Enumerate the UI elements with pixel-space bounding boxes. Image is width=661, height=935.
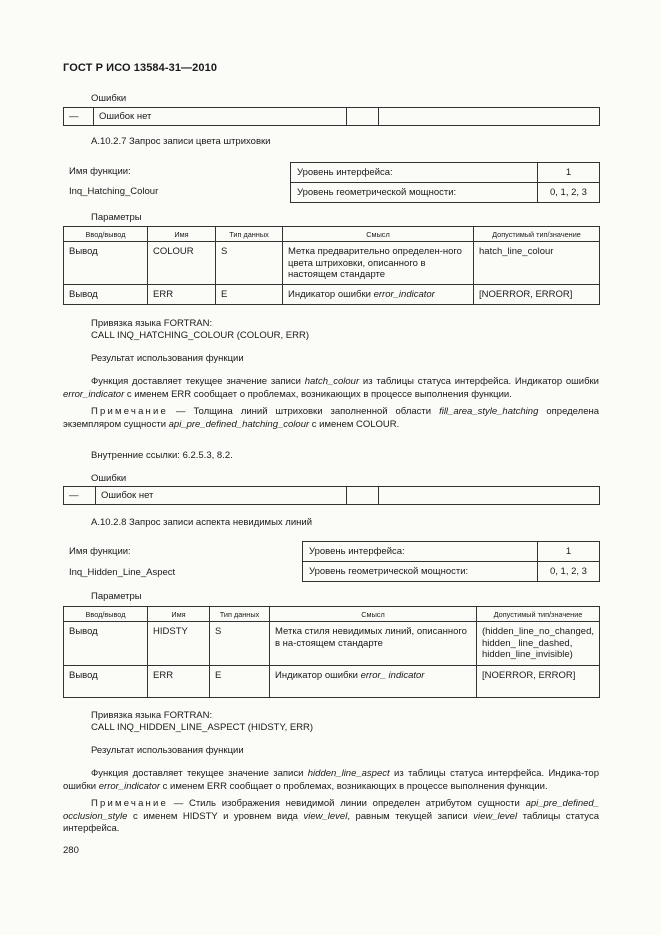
cell-meaning: Индикатор ошибки error_indicator [283,285,474,305]
column-header: Смысл [270,607,477,622]
interface-level-label: Уровень интерфейса: [303,542,538,562]
cell-io: Вывод [64,666,148,698]
table-row [291,183,600,203]
note-paragraph: Примечание — Толщина линий штриховки заполненной области fill_area_style_hatching определена экземпляром сущности api_pre_defined_hatching_colour с именем COLOUR. [63,406,600,430]
cell-value: hatch_line_colour [474,242,600,285]
cell-type: E [210,666,270,698]
function-name-label: Имя функции: [69,166,131,177]
cell-value: [NOERROR, ERROR] [477,666,600,698]
cell-type: S [216,242,283,285]
errors-table [63,107,600,126]
interface-level-value: 1 [538,542,600,562]
table-row [303,542,600,562]
params-label: Параметры [91,212,142,223]
cell-type: S [210,622,270,666]
section-heading-a8: А.10.2.8 Запрос записи аспекта невидимых линий [91,517,313,528]
params-label: Параметры [91,591,142,602]
cell-name: ERR [148,285,216,305]
result-label: Результат использования функции [91,353,244,364]
table-row [64,285,600,305]
function-name-label: Имя функции: [69,546,131,557]
cell-name: ERR [148,666,210,698]
column-header: Допустимый тип/значение [477,607,600,622]
table-row [64,487,600,505]
column-header: Смысл [283,227,474,242]
table-row [64,622,600,666]
cell-value: (hidden_line_no_changed, hidden_ line_dashed, hidden_line_invisible) [477,622,600,666]
note-paragraph: Примечание — Стиль изображения невидимой линии определен атрибутом сущности api_pre_defined_ occlusion_style с именем HIDSTY и уровнем вида view_level, равным текущей записи view_level таблицы статуса интерфейса. [63,798,599,834]
params-table [63,226,600,305]
errors-text: Ошибок нет [94,108,347,126]
table-row [64,108,600,126]
interface-level-value: 1 [538,163,600,183]
params-table [63,606,600,698]
errors-label: Ошибки [91,473,127,484]
table-header-row [64,607,600,622]
errors-dash: — [64,108,94,126]
result-paragraph: Функция доставляет текущее значение записи hidden_line_aspect из таблицы статуса интерфейса. Индика-тор ошибки error_indicator с именем ERR сообщает о проблемах, возникающих в процессе выполнения функции. [63,768,599,792]
column-header: Ввод/вывод [64,607,148,622]
geometry-level-value: 0, 1, 2, 3 [538,562,600,582]
column-header: Имя [148,227,216,242]
cell-value: [NOERROR, ERROR] [474,285,600,305]
column-header: Ввод/вывод [64,227,148,242]
interface-level-label: Уровень интерфейса: [291,163,538,183]
fortran-label: Привязка языка FORTRAN: [91,710,213,721]
levels-table [290,162,600,203]
function-name: Inq_Hatching_Colour [69,186,159,197]
column-header: Имя [148,607,210,622]
errors-text: Ошибок нет [96,487,347,505]
cell-meaning: Индикатор ошибки error_ indicator [270,666,477,698]
cell-name: COLOUR [148,242,216,285]
cell-meaning: Метка стиля невидимых линий, описанного в на-стоящем стандарте [270,622,477,666]
geometry-level-label: Уровень геометрической мощности: [303,562,538,582]
result-paragraph: Функция доставляет текущее значение записи hatch_colour из таблицы статуса интерфейса. Индикатор ошибки error_indicator с именем ERR сообщает о проблемах, возникающих в процессе выполнения функции. [63,376,599,400]
fortran-label: Привязка языка FORTRAN: [91,318,213,329]
function-name: Inq_Hidden_Line_Aspect [69,567,176,578]
table-row [64,666,600,698]
cell-meaning: Метка предварительно определен-ного цвета штриховки, описанного в настоящем стандарте [283,242,474,285]
errors-table [63,486,600,505]
document-header: ГОСТ Р ИСО 13584-31—2010 [63,62,218,74]
table-row [291,163,600,183]
fortran-call: CALL INQ_HATCHING_COLOUR (COLOUR, ERR) [91,330,310,341]
fortran-call: CALL INQ_HIDDEN_LINE_ASPECT (HIDSTY, ERR) [91,722,314,733]
column-header: Тип данных [216,227,283,242]
cell-io: Вывод [64,622,148,666]
cell-io: Вывод [64,242,148,285]
cell-io: Вывод [64,285,148,305]
section-heading-a7: А.10.2.7 Запрос записи цвета штриховки [91,136,271,147]
result-label: Результат использования функции [91,745,244,756]
table-header-row [64,227,600,242]
column-header: Допустимый тип/значение [474,227,600,242]
table-row [64,242,600,285]
internal-refs: Внутренние ссылки: 6.2.5.3, 8.2. [91,450,233,461]
levels-table [302,541,600,582]
errors-dash: — [64,487,96,505]
geometry-level-value: 0, 1, 2, 3 [538,183,600,203]
table-row [303,562,600,582]
errors-label: Ошибки [91,93,127,104]
geometry-level-label: Уровень геометрической мощности: [291,183,538,203]
cell-type: E [216,285,283,305]
column-header: Тип данных [210,607,270,622]
page-number: 280 [63,845,79,856]
cell-name: HIDSTY [148,622,210,666]
